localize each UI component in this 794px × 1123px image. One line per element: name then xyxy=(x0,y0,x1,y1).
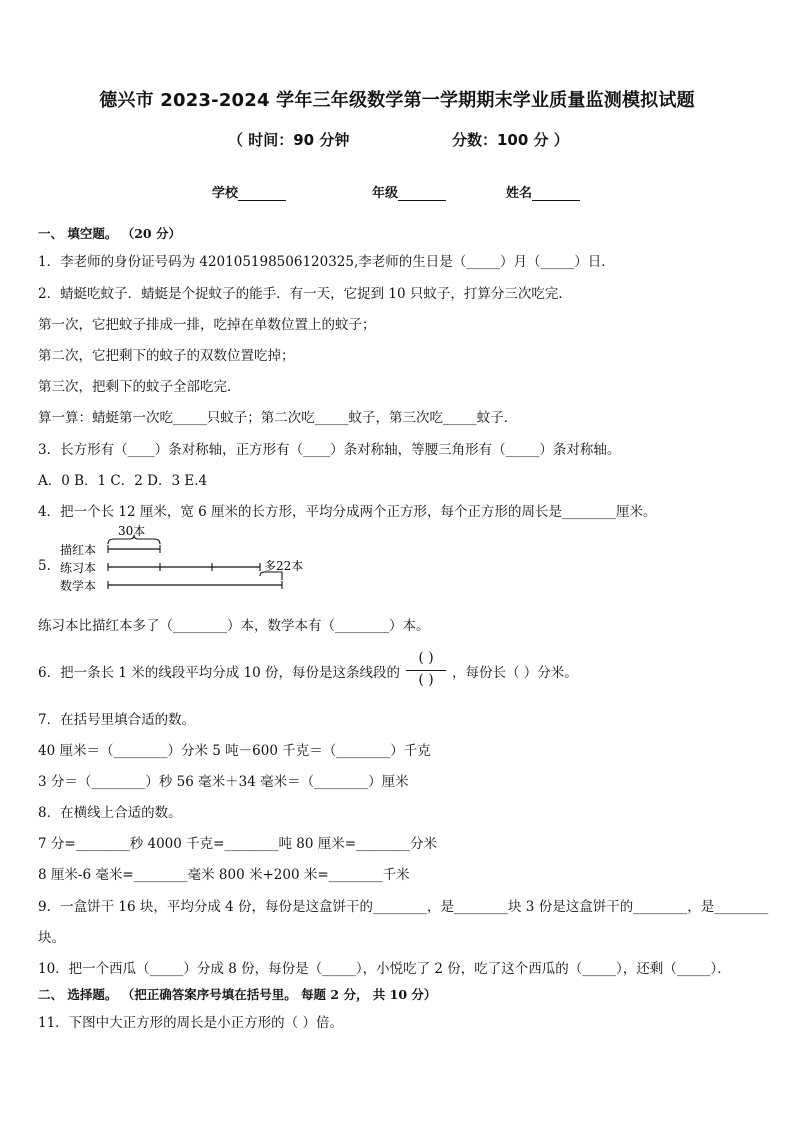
question-6-before: 6．把一条长 1 米的线段平均分成 10 份，每份是这条线段的 xyxy=(38,665,401,681)
school-blank[interactable] xyxy=(238,186,286,201)
school-label: 学校 xyxy=(212,186,239,201)
question-9-line1: 9．一盒饼干 16 块，平均分成 4 份，每份是这盒饼干的________，是________块 3 份是这盒饼干的________，是________ xyxy=(38,899,769,915)
question-7-line1: 40 厘米＝（________）分米 5 吨－600 千克＝（________）千克 xyxy=(38,743,431,759)
question-1: 1．李老师的身份证号码为 420105198506120325,李老师的生日是（_____）月（_____）日． xyxy=(38,254,615,270)
question-6-after: ，每份长（ ）分米。 xyxy=(452,665,578,681)
question-7-line2: 3 分＝（________）秒 56 毫米＋34 毫米＝（________）厘米 xyxy=(38,774,409,790)
question-2-step2: 第二次，它把剩下的蚊子的双数位置吃掉； xyxy=(38,348,295,364)
label-lianxiben: 练习本 xyxy=(60,561,97,575)
fraction-blank[interactable] xyxy=(404,650,448,694)
question-9-line2: 块。 xyxy=(38,930,65,946)
grade-label: 年级 xyxy=(372,186,399,201)
school-field xyxy=(212,182,286,201)
question-3-options: A．0 B．1 C．2 D．3 E.4 xyxy=(38,473,208,489)
question-3: 3．长方形有（____）条对称轴，正方形有（____）条对称轴，等腰三角形有（_____）条对称轴。 xyxy=(38,442,621,458)
exam-score: 分数：100 分 ） xyxy=(452,131,569,149)
label-shuxueben: 数学本 xyxy=(60,579,97,593)
question-10: 10．把一个西瓜（_____）分成 8 份，每份是（_____），小悦吃了 2 份，吃了这个西瓜的（_____），还剩（_____）． xyxy=(38,961,731,977)
question-5-number: 5. xyxy=(38,558,51,574)
question-8-line2: 8 厘米-6 毫米=________毫米 800 米+200 米=________千米 xyxy=(38,867,410,883)
grade-blank[interactable] xyxy=(398,186,446,201)
section1-heading: 一、 填空题。 （20 分） xyxy=(38,226,181,241)
question-5-text: 练习本比描红本多了（________）本，数学本有（________）本。 xyxy=(38,618,430,634)
section2-heading: 二、 选择题。 （把正确答案序号填在括号里。 每题 2 分， 共 10 分） xyxy=(38,987,437,1002)
question-8-line1: 7 分=________秒 4000 千克=________吨 80 厘米=________分米 xyxy=(38,836,438,852)
label-more-22: 多22本 xyxy=(264,559,304,573)
brace-22 xyxy=(260,572,282,580)
fraction-denominator: ( ) xyxy=(418,672,434,688)
label-miaohongben: 描红本 xyxy=(60,543,97,557)
question-7: 7．在括号里填合适的数。 xyxy=(38,712,196,728)
question-11: 11．下图中大正方形的周长是小正方形的（ ）倍。 xyxy=(38,1015,343,1031)
name-blank[interactable] xyxy=(532,186,580,201)
name-field xyxy=(506,182,580,201)
question-2-step3: 第三次，把剩下的蚊子全部吃完． xyxy=(38,379,241,395)
fraction-numerator: ( ) xyxy=(418,650,434,666)
question-8: 8．在横线上合适的数。 xyxy=(38,805,182,821)
question-5-diagram xyxy=(36,524,326,600)
exam-time: （ 时间：90 分钟 xyxy=(228,131,350,149)
question-2-calc: 算一算：蜻蜓第一次吃_____只蚊子；第二次吃_____蚊子，第三次吃_____蚊子． xyxy=(38,410,518,426)
page-title: 德兴市 2023-2024 学年三年级数学第一学期期末学业质量监测模拟试题 xyxy=(99,90,695,111)
grade-field xyxy=(372,182,446,201)
question-2-intro: 2．蜻蜓吃蚊子．蜻蜓是个捉蚊子的能手．有一天，它捉到 10 只蚊子，打算分三次吃完． xyxy=(38,286,572,302)
notebook-bar-diagram xyxy=(36,524,326,596)
question-4: 4．把一个长 12 厘米，宽 6 厘米的长方形，平均分成两个正方形，每个正方形的周长是________厘米。 xyxy=(38,504,657,520)
fraction-bar xyxy=(406,670,446,671)
question-2-step1: 第一次，它把蚊子排成一排，吃掉在单数位置上的蚊子； xyxy=(38,317,376,333)
name-label: 姓名 xyxy=(506,186,533,201)
label-30-ben: 30本 xyxy=(118,524,146,538)
